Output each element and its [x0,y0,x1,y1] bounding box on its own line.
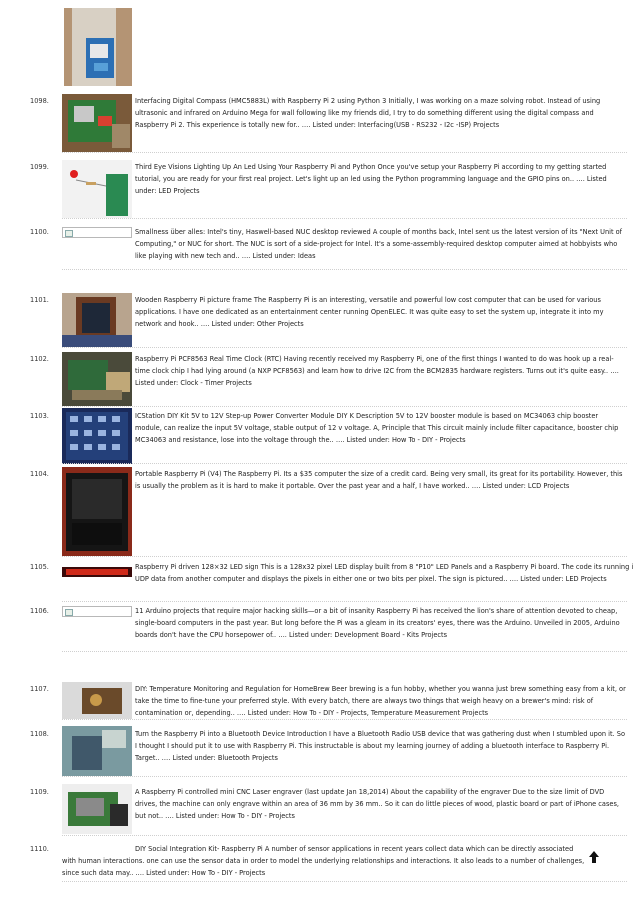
entry-number: 1108. [30,730,49,738]
entry-description[interactable]: Raspberry Pi driven 128×32 LED sign This is a 128x32 pixel LED display built from 8 "P10" LED Panels and a Raspberry Pi board. The code its running i UDP data from another computer and displays the pixels in either one or two bits per pixel. The sign is pictured.. …. Listed under: LED Projects [135,563,634,584]
entry-number: 1103. [30,412,49,420]
entry-number: 1106. [30,607,49,615]
broken-image-icon[interactable] [62,227,132,238]
entry-number: 1107. [30,685,49,693]
entry-number: 1102. [30,355,49,363]
entry-separator [62,406,627,407]
entry-separator [62,269,627,270]
entry-description[interactable]: Smallness über alles: Intel's tiny, Haswell-based NUC desktop reviewed A couple of months back, Intel sent us the latest version of its "Next Unit of Computing," or NUC for short. The NUC is sort of a side-project for Intel. It's a some-assembly-required desktop computer aimed at hobbyists who like playing with new tech and.. …. Listed under: Ideas [135,228,622,261]
entry-number: 1100. [30,228,49,236]
entry-separator [62,152,627,153]
entry-number: 1105. [30,563,49,571]
entry-description[interactable]: Interfacing Digital Compass (HMC5883L) with Raspberry Pi 2 using Python 3 Initially, I was working on a maze solving robot. Instead of using ultrasonic and infrared on Arduino Mega for wall following like my friends did, I try to do something different using the digital compass and Raspberry Pi 2. This experience is totally new for.. …. Listed under: Interfacing(USB - RS232 - I2c -ISP) Projects [135,97,601,130]
entry-thumbnail[interactable] [62,726,132,776]
entry-thumbnail[interactable] [62,160,132,218]
entry-description[interactable]: DIY Social Integration Kit- Raspberry Pi A number of sensor applications in recent years collect data which can be directly associated with human interactions. one can use the sensor data in order to model the underlying relationships and interactions. It also leads to a number of challenges, since such data may.. …. Listed under: How To - DIY - Projects [62,845,585,878]
entry-thumbnail[interactable] [62,293,132,347]
entry-thumbnail[interactable] [62,467,132,556]
up-arrow-icon[interactable] [589,851,599,863]
entry-description[interactable]: Turn the Raspberry Pi into a Bluetooth Device Introduction I have a Bluetooth Radio USB device that was gathering dust when I stumbled upon it. So I thought I should put it to use with Raspberry Pi. This instructable is about my learning journey of adding a bluetooth interface to Raspberry Pi. Target.. …. Listed under: Bluetooth Projects [135,730,626,763]
entry-separator [62,881,627,882]
entry-separator [62,556,627,557]
entry-description[interactable]: Portable Raspberry Pi (V4) The Raspberry Pi. Its a $35 computer the size of a credit card. Being very small, its great for its portability. However, this is usually the problem as it is hard to make it portable. Over the past year and a half, I have worked.. …. Listed under: LCD Projects [135,470,623,491]
entry-separator [62,835,627,836]
entry-separator [62,651,627,652]
entry-separator [62,719,627,720]
entry-thumbnail[interactable] [62,682,132,719]
entry-thumbnail[interactable] [62,408,132,464]
entry-thumbnail[interactable] [62,94,132,152]
entry-number: 1098. [30,97,49,105]
entry-thumbnail-prev[interactable] [64,8,132,86]
entry-thumbnail[interactable] [62,352,132,406]
broken-image-icon[interactable] [62,606,132,617]
entry-description[interactable]: A Raspberry Pi controlled mini CNC Laser engraver (last update Jan 18,2014) About the capability of the engraver Due to the size limit of DVD drives, the machine can only engrave within an area of 36 mm by 36 mm.. So it can do little pieces of wood, plastic board or part of iPhone cases, but not.. …. Listed under: How To - DIY - Projects [135,788,619,821]
entry-number: 1110. [30,845,49,853]
entry-number: 1101. [30,296,49,304]
entry-thumbnail[interactable] [62,567,132,577]
entry-separator [62,776,627,777]
entry-separator [62,218,627,219]
entry-separator [62,463,627,464]
entry-description[interactable]: Third Eye Visions Lighting Up An Led Using Your Raspberry Pi and Python Once you've setup your Raspberry Pi according to my getting started tutorial, you are ready for your first real project. Let's light up an led using the Python programming language and the GPIO pins on.. …. Listed under: LED Projects [135,163,607,196]
entry-thumbnail[interactable] [62,784,132,834]
entry-number: 1099. [30,163,49,171]
entry-number: 1109. [30,788,49,796]
entry-description[interactable]: DIY: Temperature Monitoring and Regulation for HomeBrew Beer brewing is a fun hobby, whether you wanna just brew something easy from a kit, or take the time to fine-tune your preferred style. With every batch, there are always two things that weigh heavy on a brewer's mind: risk of contamination or, depending.. …. Listed under: How To - DIY - Projects, Temperature Measurement Projects [135,685,626,718]
entry-description[interactable]: ICStation DIY Kit 5V to 12V Step-up Power Converter Module DIY K Description 5V to 12V booster module is based on MC34063 chip booster module, can realize the input 5V voltage, stable output of 12 v voltage. A, Principle that This circuit mainly include filter capacitance, booster chip MC34063 and resistance, lose into the voltage through the.. …. Listed under: How To - DIY - Projects [135,412,619,445]
entry-separator [62,601,627,602]
entry-separator [62,347,627,348]
entry-description[interactable]: 11 Arduino projects that require major hacking skills—or a bit of insanity Raspberry Pi has received the lion's share of attention devoted to cheap, single-board computers in the past year. But long before the Pi was a gleam in its creators' eyes, there was the Arduino. Unveiled in 2005, Arduino boards don't have the CPU horsepower of.. …. Listed under: Development Board - Kits Projects [135,607,620,640]
entry-description[interactable]: Wooden Raspberry Pi picture frame The Raspberry Pi is an interesting, versatile and powerful low cost computer that can be used for various applications. I have one dedicated as an entertainment center running OpenELEC. It was quite easy to set the system up, integrate it into my network and hook.. …. Listed under: Other Projects [135,296,604,329]
entry-number: 1104. [30,470,49,478]
entry-description[interactable]: Raspberry Pi PCF8563 Real Time Clock (RTC) Having recently received my Raspberry Pi, one of the first things I wanted to do was hook up a real-time clock chip I had lying around (a NXP PCF8563) and learn how to drive I2C from the BCM2835 hardware registers. Turns out it's quite easy.. …. Listed under: Clock - Timer Projects [135,355,619,388]
